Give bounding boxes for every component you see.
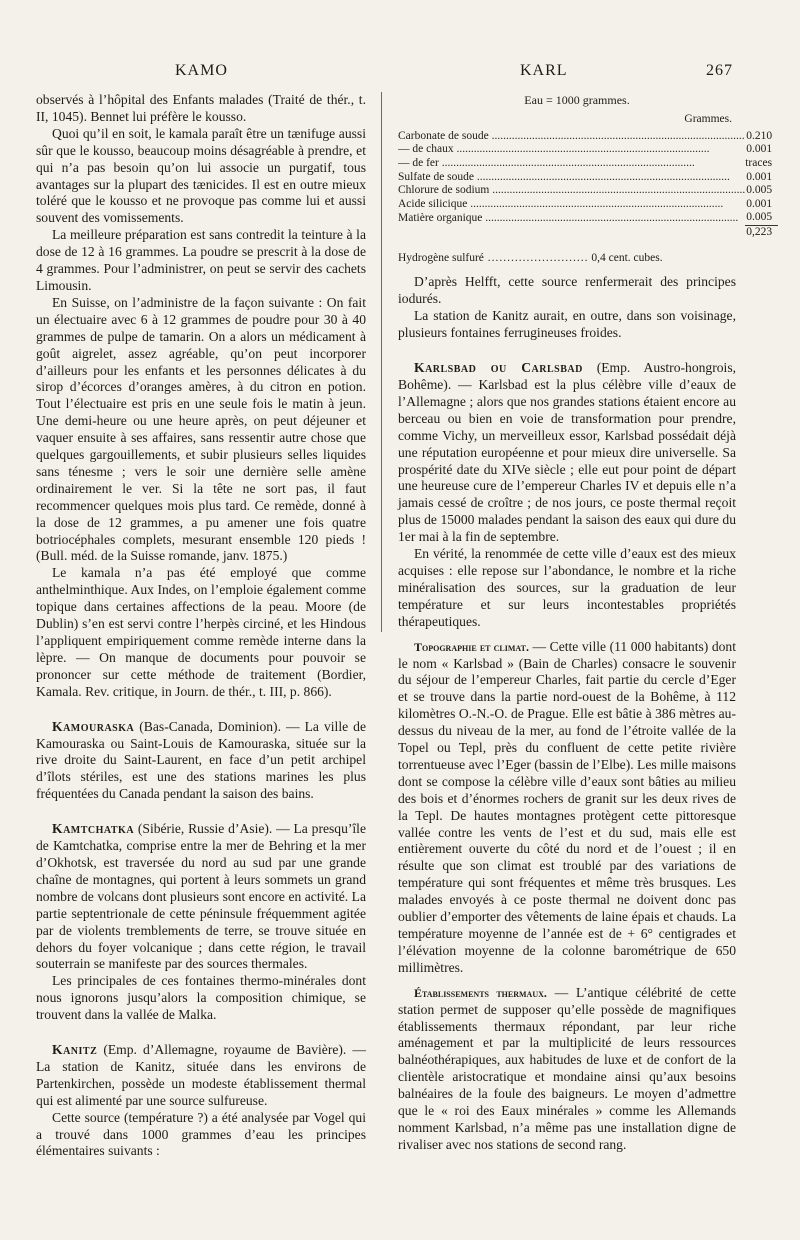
entry-text: (Bas-Canada, Dominion). — La ville de Kamouraska ou Saint-Louis de Kamouraska, située sur la rive droite du Saint-Laurent, en face d’un petit archipel d’îlots stériles, est une des stations marines les plus fréquentées du Canada pendant la saison des bains. [36, 718, 366, 802]
section-topographie [398, 639, 736, 977]
section-heading: Topographie et climat. [414, 639, 529, 654]
paragraph: D’après Helfft, cette source renfermerait des principes iodurés. [398, 274, 736, 307]
gas-value: 0,4 cent. cubes. [591, 251, 663, 264]
analysis-name: Carbonate de soude ..... [398, 130, 745, 144]
analysis-value: 0.210 [746, 129, 773, 142]
entry-kamouraska [36, 719, 366, 804]
entry-kamtchatka [36, 821, 366, 973]
analysis-value: 0.001 [746, 170, 773, 183]
analysis-units: Grammes. [684, 112, 732, 125]
entry-text: (Sibérie, Russie d’Asie). — La presqu’île de Kamtchatka, comprise entre la mer de Behring et la mer d’Okhotsk, est traversée du nord au sud par une grande chaîne de montagnes, qui portent à leurs sommets un grand nombre de volcans dont plusieurs sont encore en activité. La partie septentrionale de cette péninsule fréquemment agitée par de violents tremblements de terre, se trouve située en dehors du foyer volcanique ; dans cette région, le travail souterrain se manifeste par des sources thermales. [36, 821, 366, 972]
paragraph: En vérité, la renommée de cette ville d’eaux est des mieux acquises : elle repose sur l’abondance, le nombre et la riche minéralisation des sources, sur la graduation de leur température et sur leurs incontestables propriétés thérapeutiques. [398, 546, 736, 629]
paragraph: La meilleure préparation est sans contredit la teinture à la dose de 12 à 16 grammes. La poudre se prescrit à la dose de 4 grammes. Pour l’administrer, on peut se servir des cachets Limousin. [36, 227, 366, 293]
table-row [398, 211, 778, 225]
section-text: — L’antique célébrité de cette station permet de supposer qu’elle possède de magnifiques établissements thermaux répondant, par leur riche aménagement et par la multiplicité de leurs ressources balnéothérapiques, aux habitudes de luxe et de confort de la clientèle aristocratique et mondaine ainsi qu’aux besoins balnéaires de la foule des baigneurs. Le moyen d’admettre que le « roi des Eaux minérales » comme les Allemands nomment Karlsbad, n’a même pas une installation digne de rivaliser avec nos stations de second rang. [398, 984, 737, 1152]
analysis-total: 0,223 [745, 225, 778, 239]
entry-karlsbad [398, 360, 736, 546]
analysis-table [398, 130, 778, 240]
analysis-value: 0.005 [746, 211, 773, 224]
left-column [36, 92, 366, 1160]
running-head-center: KARL [520, 62, 568, 79]
gas-label: Hydrogène sulfuré [398, 251, 484, 264]
paragraph: Quoi qu’il en soit, le kamala paraît être un tænifuge aussi sûr que le kousso, beaucoup moins désagréable à prendre, et qui n’a pas besoin qu’on lui associe un purgatif, tous avantages sur la plupart des tænicides. Il est en outre mieux toléré que le kousso et ne provoque pas comme lui et aussi souvent des vomissements. [36, 125, 366, 226]
analysis-name: Chlorure de sodium ..... [398, 184, 745, 198]
entry-headword: Kamouraska [52, 718, 135, 734]
table-row [398, 157, 778, 171]
analysis-name: Acide silicique ..... [398, 198, 745, 212]
paragraph: observés à l’hôpital des Enfants malades (Traité de thér., t. II, 1045). Bennet lui préfère le kousso. [36, 92, 366, 124]
entry-text: (Emp. Austro-hongrois, Bohême). — Karlsbad est la plus célèbre ville d’eaux de l’Allemagne ; alors que nos grandes stations étaient encore au berceau ou bien en voie de transformation pour prendre, comme Vichy, un merveilleux essor, Karlsbad possédait déjà une réputation européenne et pour mieux dire universelle. Sa prospérité date du XIVe siècle ; elle eut pour point de départ une heureuse cure de l’empereur Charles IV et depuis elle n’a jamais cessé de croître ; de nos jours, ce poste thermal reçoit plus de 15000 malades pendant la saison des eaux qui dure du 1er mai à la fin de septembre. [398, 360, 737, 545]
paragraph: Le kamala n’a pas été employé que comme anthelminthique. Aux Indes, on l’emploie également comme topique dans certaines affections de la peau. Moore (de Dublin) s’en est servi contre l’herpès circiné, et les Hindous l’appliquent empiriquement comme remède interne dans la lèpre. — On manque de documents pour pouvoir se prononcer sur cette méthode de traitement (Bordier, Kamala. Rev. critique, in Journ. de thér., t. III, p. 866). [36, 565, 366, 699]
paragraph: La station de Kanitz aurait, en outre, dans son voisinage, plusieurs fontaines ferrugineuses froides. [398, 308, 736, 341]
table-total-row [398, 225, 778, 239]
column-divider [381, 92, 382, 632]
gas-line: Hydrogène sulfuré .......................... 0,4 cent. cubes. [398, 251, 663, 264]
analysis-name: — de chaux ..... [398, 143, 745, 157]
section-etablissements [398, 985, 736, 1154]
page-number: 267 [706, 62, 733, 79]
analysis-value: 0.005 [746, 184, 773, 197]
entry-headword: Kamtchatka [52, 821, 135, 837]
section-heading: Établissements thermaux. [414, 985, 547, 1000]
table-row [398, 198, 778, 212]
entry-headword: Karlsbad ou Carlsbad [414, 360, 583, 376]
table-row [398, 143, 778, 157]
section-text: — Cette ville (11 000 habitants) dont le nom « Karlsbad » (Bain de Charles) consacre le souvenir du séjour de l’empereur Charles, fait partie du cercle d’Eger et se trouve dans la partie nord-ouest de la Bohême, à 112 kilomètres O.-N.-O. de Prague. Elle est bâtie à 386 mètres au-dessus du niveau de la mer, au fond de l’étroite vallée de la Topel ou Tepl, près du confluent de cette petite rivière torrentueuse avec l’Eger (bassin de l’Elbe). Les mille maisons dont se compose la célèbre ville d’eaux sont bâties au milieu des bois et d’énormes rochers de granit sur les deux rives de la Tepl. De hautes montagnes protègent cette pittoresque vallée contre les vents de l’est et du sud, mais elle est entièrement ouverte du côté du nord et de l’ouest ; il en résulte que son climat est troublé par des variations de température qui sont fréquentes et même très brusques. Les malades envoyés à ce poste thermal ne doivent donc pas oublier d’emporter des vêtements de laine épais et chauds. La température moyenne de l’année est de + 6° centigrades et l’élévation moyenne de la colonne barométrique de 650 millimètres. [398, 638, 737, 975]
analysis-value: 0.001 [746, 143, 773, 156]
entry-kanitz [36, 1042, 366, 1110]
table-row [398, 130, 778, 144]
analysis-value: 0.001 [746, 197, 773, 210]
paragraph: Les principales de ces fontaines thermo-minérales dont nous ignorons jusqu’alors la composition chimique, se trouvent dans la vallée de Malka. [36, 973, 366, 1023]
analysis-name: — de fer ..... [398, 157, 745, 171]
entry-headword: Kanitz [52, 1042, 98, 1058]
table-row [398, 171, 778, 185]
entry-text: (Emp. d’Allemagne, royaume de Bavière). — La station de Kanitz, située dans les environs de Partenkirchen, possède un modeste établissement thermal qui est alimenté par une source sulfureuse. [36, 1042, 366, 1108]
analysis-value: traces [745, 157, 773, 169]
paragraph: En Suisse, on l’administre de la façon suivante : On fait un électuaire avec 6 à 12 grammes de poudre pour 30 à 40 grammes de pulpe de tamarin. On a alors un médicament à goût aigrelet, assez agréable, qu’on peut incorporer d’ailleurs pour les enfants et les personnes délicates à du sirop d’écorces d’oranges amères, à du citron en potion. Tout l’électuaire est pris en une seule fois le matin à jeun. Une demi-heure ou une heure après, on peut déjeuner et vaquer ensuite à ses affaires, sans ressentir autre chose que quelques gargouillements, et subir plusieurs selles liquides sans ténesme ; vers le soir une dernière selle amène ordinairement le ver. Si la tête ne sort pas, il faut recommencer quelques mois plus tard. Ce remède, donné à la dose de 12 grammes, a pu amener une fois quatre botriocéphales complets, mesurant ensemble 120 pieds ! (Bull. méd. de la Suisse romande, janv. 1875.) [36, 294, 366, 564]
analysis-name: Sulfate de soude ..... [398, 171, 745, 185]
paragraph: Cette source (température ?) a été analysée par Vogel qui a trouvé dans 1000 grammes d’eau les principes élémentaires suivants : [36, 1109, 366, 1159]
right-column [398, 92, 773, 1154]
table-row [398, 184, 778, 198]
analysis-name: Matière organique ..... [398, 211, 745, 225]
running-head-left: KAMO [175, 62, 228, 79]
analysis-title: Eau = 1000 grammes. [524, 93, 630, 107]
